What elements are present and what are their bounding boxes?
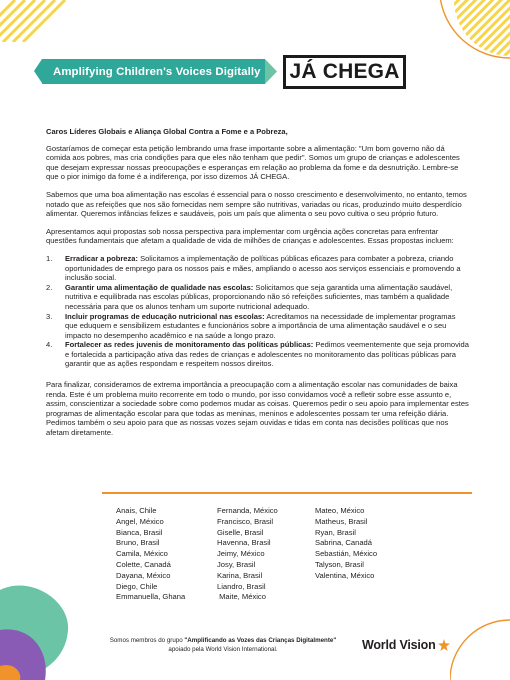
proposal-lead: Fortalecer as redes juvenis de monitoramento das políticas públicas: [65,340,314,350]
signer-name: Matheus, Brasil [315,516,368,526]
proposal-lead: Incluir programas de educação nutricional nas escolas: [65,311,265,321]
signer-name: Karina, Brasil [217,570,263,580]
signer-name: Colette, Canadá [116,559,171,569]
paragraph-closing: Para finalizar, consideramos de extrema importância a preocupação com a alimentação escolar nas comunidades de baixa renda. Este é um problema muito recorrente em todo o mundo, por isso convidamos você a refletir sobre esse assunto e, assim, conscientizar a sociedade sobre como podemos mudar as coisas. Queremos pedir o seu apoio para implementar estes programas de alimentação escolar para que todas as meninas, meninos e adolescentes possam ter uma refeição diária. Pedimos também o seu apoio para que as nossas vozes sejam ouvidas e tidas em conta nas decisões políticas que nos afetam diretamente. [46,380,469,438]
paragraph-proposals-intro: Apresentamos aqui propostas sob nossa perspectiva para implementar com urgência ações concretas para enfrentar questões fundamentais que afetam a qualidade de vida de milhões de crianças e adolescentes. Essas propostas incluem: [46,226,454,246]
corner-blob-decoration [0,570,92,680]
proposal-text: Solicitamos que seja garantida uma alimentação saudável, nutritiva e equilibrada nas escolas públicas, proporcionando não só refeições suficientes, mas também a qualidade necessária para que os alunos tenham um suporte nutricional adequado. [65,282,453,311]
signer-name: Dayana, México [116,570,171,580]
signer-name: Giselle, Brasil [217,527,264,537]
star-icon [438,639,450,651]
proposal-lead: Garantir uma alimentação de qualidade nas escolas: [65,282,254,292]
paragraph-intro: Gostaríamos de começar esta petição lembrando uma frase importante sobre a alimentação: "Um bom governo não dá comida aos pobres, mas cria condições para que eles não tenham que pedir". Somos um grupo de crianças e adolescentes que desejam expressar nossas preocupações e esperanças em relação ao problema da fome e da desnutrição. Lembre-se que o pior inimigo da fome é a indiferença, por isso dizemos JÁ CHEGA. [46,143,460,182]
corner-arc-decoration [414,0,510,120]
list-number: 2. [46,282,53,292]
list-number: 4. [46,340,53,350]
signer-name: Francisco, Brasil [217,516,274,526]
signer-name: Sebastián, México [315,549,378,559]
signer-name: Angel, México [116,516,164,526]
signer-name: Jeimy, México [217,549,265,559]
proposal-text: Solicitamos a implementação de políticas públicas eficazes para combater a pobreza, criando oportunidades de emprego para os nossos pais e mães, ampliando o acesso aos serviços essenciais e promovendo a inclusão social. [65,253,461,283]
world-vision-logo-text: World Vision [362,638,436,652]
signer-name: Valentina, México [315,570,375,580]
signatories [116,506,436,603]
list-number: 1. [46,253,53,263]
list-number: 3. [46,311,53,321]
list-item [46,254,470,283]
proposal-list [46,254,470,369]
signer-name: Talyson, Brasil [315,559,364,569]
signer-name: Ryan, Brasil [315,527,356,537]
ja-chega-logo [283,55,406,89]
campaign-banner [42,59,265,84]
signer-name: Mateo, México [315,506,365,515]
footer-support-line: apoiado pela World Vision International. [168,646,278,653]
section-divider [102,492,472,494]
signer-column-2 [217,506,315,603]
list-item [46,283,470,312]
signer-name: Diego, Chile [116,581,158,591]
logo-text: JÁ CHEGA [289,60,400,83]
signer-name: Maite, México [217,592,266,602]
footer-prefix: Somos membros do grupo [109,637,185,644]
signer-name: Bruno, Brasil [116,538,160,548]
footer-group-name: "Amplificando as Vozes das Crianças Digitalmente" [184,637,337,644]
corner-stripes-decoration [0,0,70,42]
signer-name: Sabrina, Canadá [315,538,372,548]
signer-column-3 [315,506,415,603]
signer-name: Anais, Chile [116,506,157,515]
list-item [46,312,470,341]
list-item [46,340,470,369]
signer-name: Havenna, Brasil [217,538,271,548]
proposal-lead: Erradicar a pobreza: [65,253,138,263]
paragraph-school-meals: Sabemos que uma boa alimentação nas escolas é essencial para o nosso crescimento e desenvolvimento, no entanto, temos notado que as refeições que nos são fornecidas nem sempre são nutritivas, variadas ou ricas, produzindo muito desperdício alimentar. Queremos infâncias felizes e saudáveis, pois um país que alimenta o seu povo cultiva o seu próprio futuro. [46,189,467,219]
signer-name: Liandro, Brasil [217,581,266,591]
banner-text: Amplifying Children's Voices Digitally [53,65,261,78]
signer-column-1 [116,506,217,603]
world-vision-logo [362,634,472,656]
proposal-text: Pedimos veementemente que seja promovida e fortalecida a participação ativa das redes de crianças e adolescentes no monitoramento das políticas públicas para garantir que as ações respondam e respeitem nossos direitos. [65,340,469,369]
proposal-text: Acreditamos na necessidade de implementar programas que eduquem e sensibilizem estudantes e funcionários sobre a importância de uma alimentação saudável e o seu impacto no desempenho acadêmico e na saúde a longo prazo. [65,311,456,340]
signer-name: Bianca, Brasil [116,527,163,537]
letter-body [46,127,470,446]
footer-credit [93,636,353,654]
signer-name: Josy, Brasil [217,559,256,569]
salutation: Caros Líderes Globais e Aliança Global Contra a Fome e a Pobreza, [46,127,288,136]
signer-name: Emmanuella, Ghana [116,592,186,602]
signer-name: Fernanda, México [217,506,278,515]
signer-name: Camila, México [116,549,168,559]
